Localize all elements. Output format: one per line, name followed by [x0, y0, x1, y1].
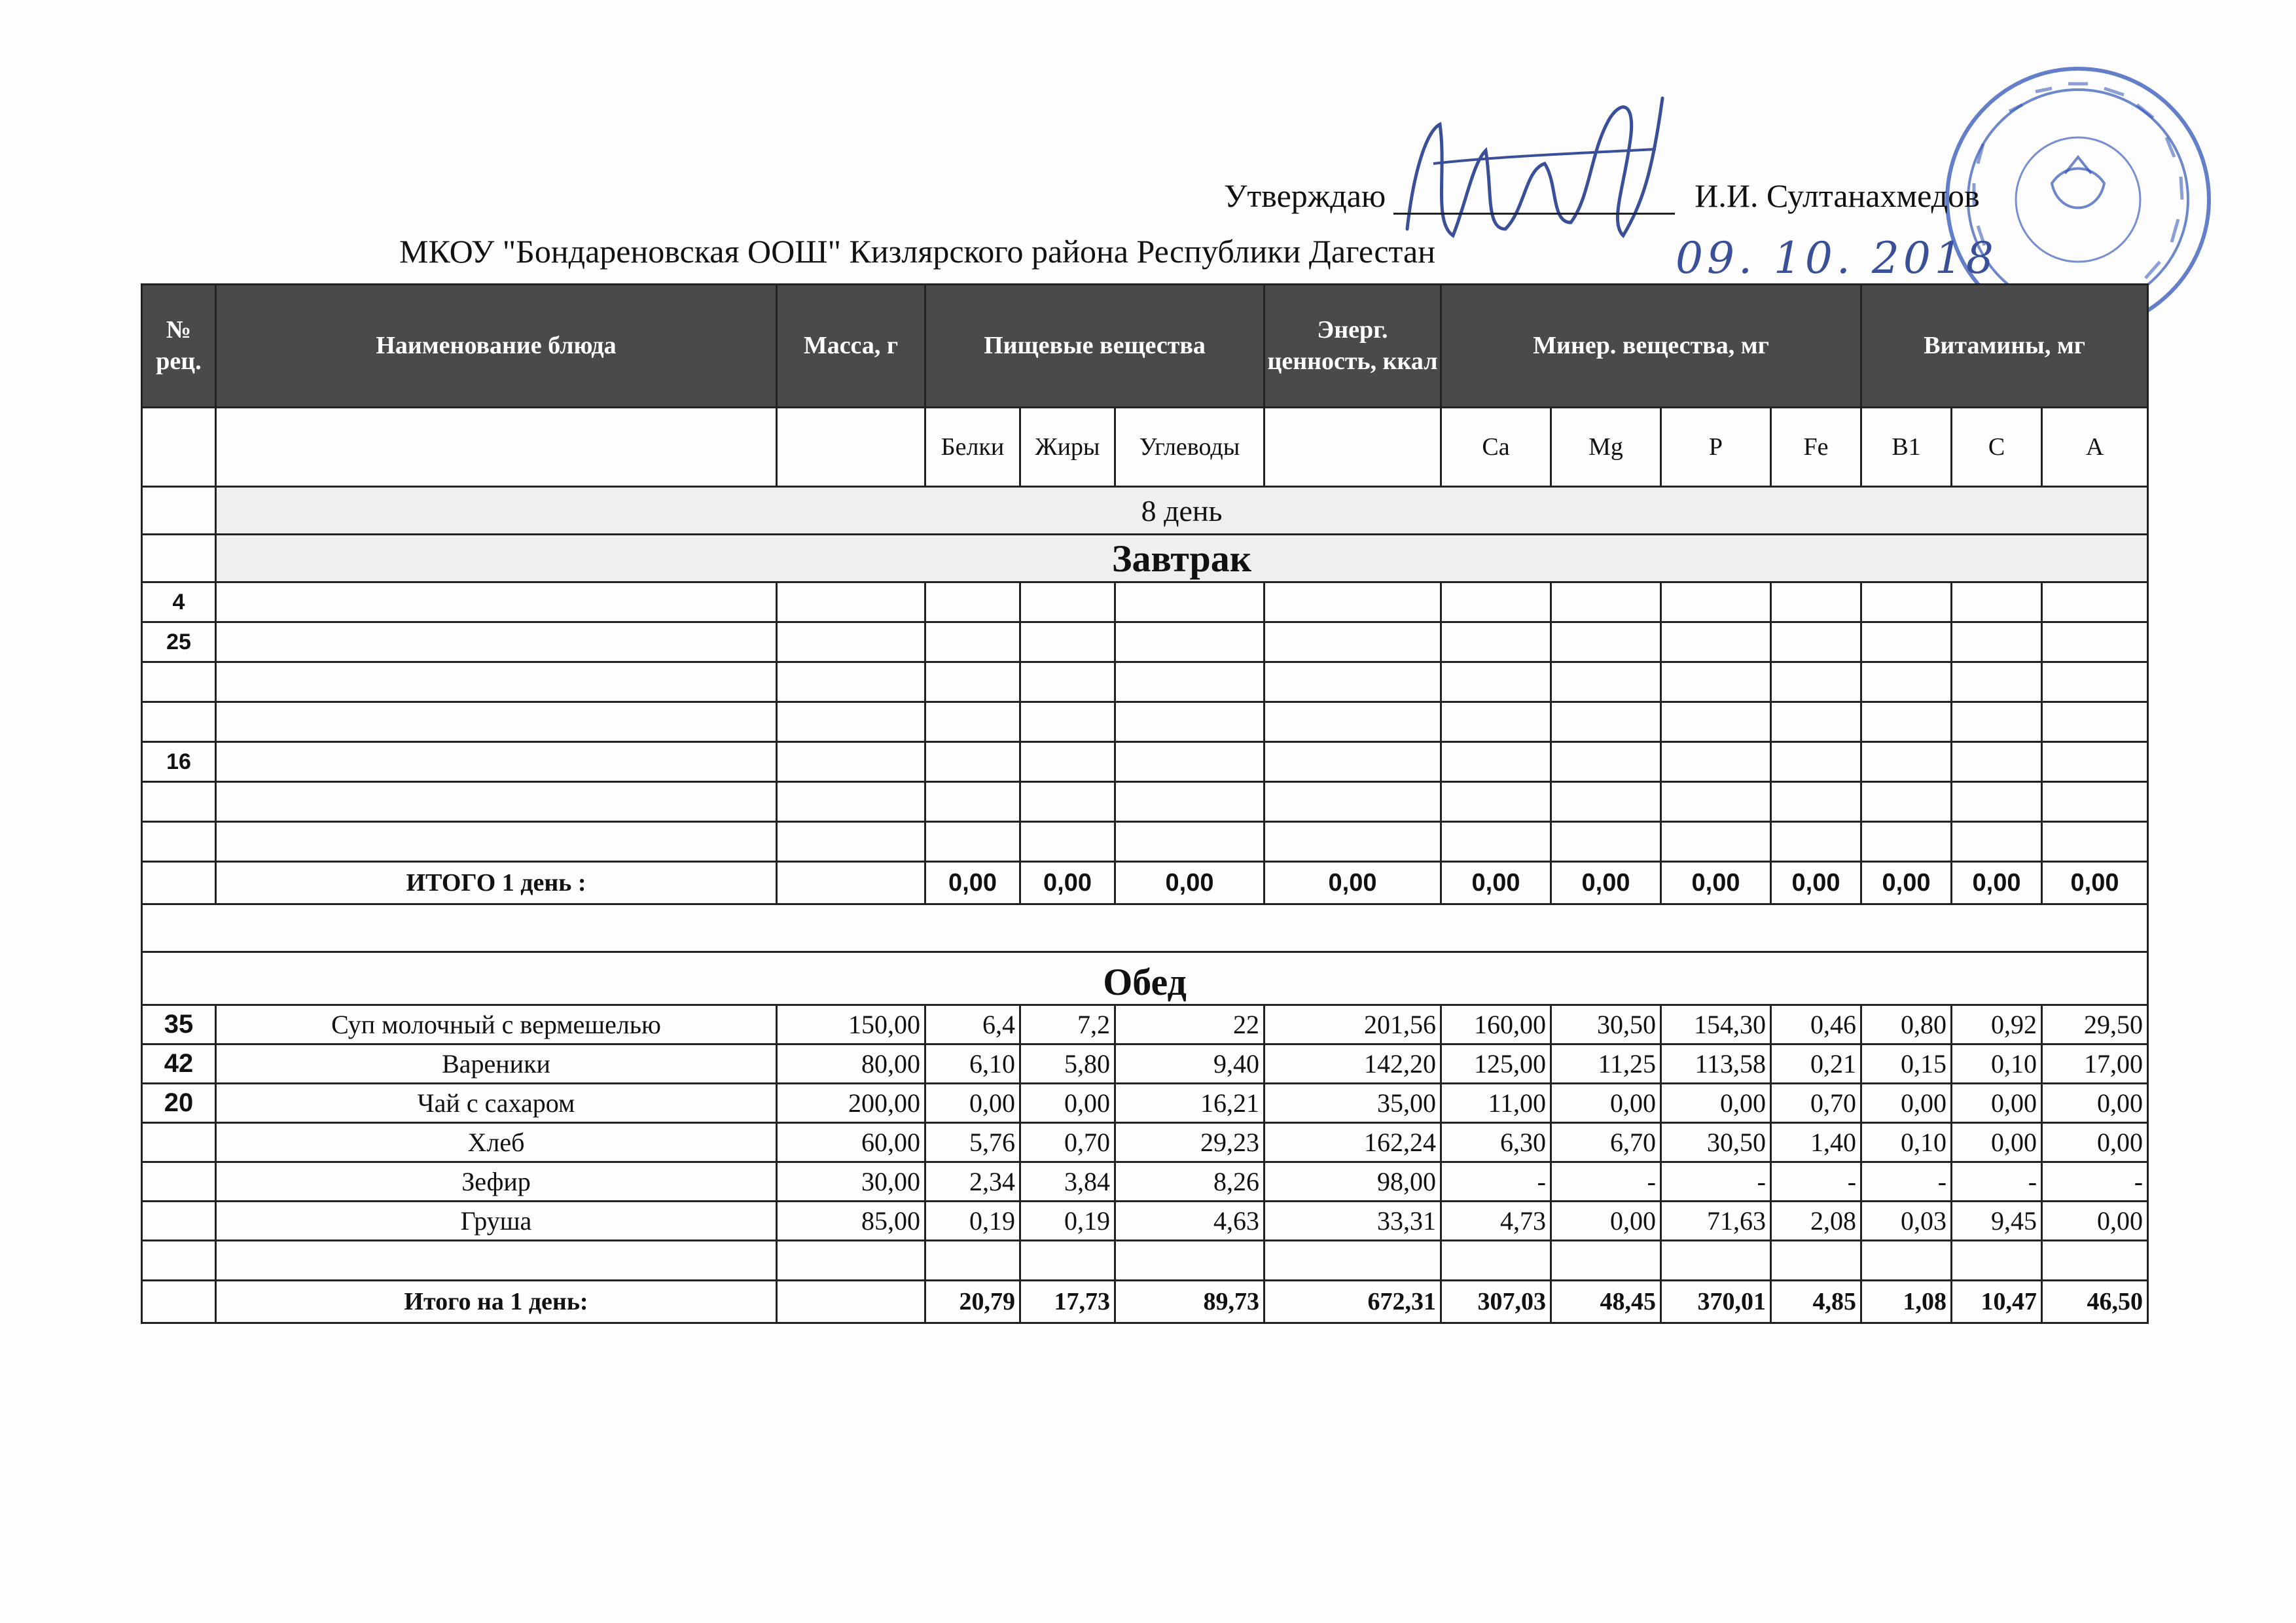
empty-cell	[1115, 742, 1265, 782]
empty-cell	[925, 702, 1020, 742]
empty-cell	[1020, 822, 1115, 862]
lunch-cell-carbs: 4,63	[1115, 1202, 1265, 1241]
breakfast-row-item	[142, 582, 2148, 622]
subheader-b1: B1	[1861, 408, 1952, 487]
lunch-cell-ca: 4,73	[1441, 1202, 1551, 1241]
lunch-cell-energy: 33,31	[1265, 1202, 1441, 1241]
empty-cell	[1020, 622, 1115, 662]
breakfast-row-item	[142, 622, 2148, 662]
lunch-total-fe: 4,85	[1771, 1281, 1861, 1323]
breakfast-rows	[142, 582, 2148, 862]
lunch-cell-name: Зефир	[216, 1162, 777, 1202]
empty-cell	[925, 822, 1020, 862]
lunch-cell-b1: 0,15	[1861, 1044, 1952, 1084]
lunch-row-item	[142, 1162, 2148, 1202]
empty-cell	[1771, 742, 1861, 782]
empty-cell	[1265, 742, 1441, 782]
lunch-cell-mass: 80,00	[777, 1044, 925, 1084]
empty-cell	[1661, 782, 1771, 822]
breakfast-total-value: 0,00	[1115, 862, 1265, 904]
lunch-cell-c: 9,45	[1952, 1202, 2042, 1241]
breakfast-row-left	[142, 535, 216, 582]
empty-cell	[777, 822, 925, 862]
lunch-cell-energy: 98,00	[1265, 1162, 1441, 1202]
lunch-total-c: 10,47	[1952, 1281, 2042, 1323]
subheader-fat: Жиры	[1020, 408, 1115, 487]
lunch-cell-c: 0,00	[1952, 1084, 2042, 1123]
breakfast-total-row	[142, 862, 2148, 904]
organization-title: МКОУ "Бондареновская ООШ" Кизлярского района Республики Дагестан	[399, 233, 1435, 270]
breakfast-total-value: 0,00	[1441, 862, 1551, 904]
empty-cell	[1441, 622, 1551, 662]
signature	[1394, 72, 1669, 268]
subheader-cell	[777, 408, 925, 487]
lunch-cell-p: 154,30	[1661, 1005, 1771, 1044]
lunch-row	[142, 952, 2148, 1005]
lunch-cell-mg: 0,00	[1551, 1202, 1661, 1241]
empty-cell	[216, 582, 777, 622]
lunch-cell-fat: 7,2	[1020, 1005, 1115, 1044]
lunch-cell-p: 113,58	[1661, 1044, 1771, 1084]
lunch-cell-p: 0,00	[1661, 1084, 1771, 1123]
empty-cell	[216, 662, 777, 702]
lunch-cell-mass: 60,00	[777, 1123, 925, 1162]
header-mass: Масса, г	[777, 285, 925, 408]
empty-cell	[1551, 622, 1661, 662]
lunch-cell-fat: 3,84	[1020, 1162, 1115, 1202]
empty-cell	[1861, 782, 1952, 822]
subheader-carbs: Углеводы	[1115, 408, 1265, 487]
empty-cell	[1771, 1241, 1861, 1281]
breakfast-total-value: 0,00	[2042, 862, 2148, 904]
lunch-cell-p: 30,50	[1661, 1123, 1771, 1162]
lunch-row-item	[142, 1005, 2148, 1044]
empty-cell	[1020, 782, 1115, 822]
rec-number	[142, 782, 216, 822]
lunch-cell-fat: 0,00	[1020, 1084, 1115, 1123]
lunch-cell-mg: 30,50	[1551, 1005, 1661, 1044]
header-energy: Энерг. ценность, ккал	[1265, 285, 1441, 408]
empty-cell	[777, 582, 925, 622]
empty-cell	[216, 702, 777, 742]
rec-number: 4	[142, 582, 216, 622]
breakfast-total-value: 0,00	[1661, 862, 1771, 904]
empty-cell	[1771, 582, 1861, 622]
header-row	[142, 285, 2148, 408]
empty-cell	[1020, 742, 1115, 782]
empty-cell	[1441, 822, 1551, 862]
empty-cell	[1952, 742, 2042, 782]
lunch-cell-fat: 0,70	[1020, 1123, 1115, 1162]
empty-cell	[1661, 742, 1771, 782]
empty-cell	[1441, 742, 1551, 782]
lunch-cell-rec: 42	[142, 1044, 216, 1084]
header-nutrients: Пищевые вещества	[925, 285, 1265, 408]
total-mass-cell	[777, 1281, 925, 1323]
empty-cell	[1771, 702, 1861, 742]
empty-cell	[1861, 622, 1952, 662]
empty-cell	[1771, 662, 1861, 702]
empty-cell	[1952, 1241, 2042, 1281]
empty-cell	[925, 582, 1020, 622]
empty-cell	[1441, 1241, 1551, 1281]
lunch-total-a: 46,50	[2042, 1281, 2148, 1323]
empty-cell	[777, 1241, 925, 1281]
lunch-cell-carbs: 22	[1115, 1005, 1265, 1044]
empty-cell	[1661, 702, 1771, 742]
empty-cell	[216, 742, 777, 782]
empty-cell	[1551, 662, 1661, 702]
lunch-cell-ca: 160,00	[1441, 1005, 1551, 1044]
empty-cell	[1551, 582, 1661, 622]
rec-number	[142, 702, 216, 742]
lunch-row-item	[142, 1084, 2148, 1123]
lunch-cell-fe: 0,46	[1771, 1005, 1861, 1044]
empty-cell	[1861, 582, 1952, 622]
lunch-cell-protein: 5,76	[925, 1123, 1020, 1162]
breakfast-total-label: ИТОГО 1 день :	[216, 862, 777, 904]
rec-number: 25	[142, 622, 216, 662]
empty-cell	[777, 662, 925, 702]
subheader-a: A	[2042, 408, 2148, 487]
total-mass-cell	[777, 862, 925, 904]
lunch-cell-rec: 20	[142, 1084, 216, 1123]
lunch-cell-carbs: 8,26	[1115, 1162, 1265, 1202]
lunch-row-item	[142, 1202, 2148, 1241]
lunch-cell-energy: 162,24	[1265, 1123, 1441, 1162]
subheader-mg: Mg	[1551, 408, 1661, 487]
lunch-cell-carbs: 16,21	[1115, 1084, 1265, 1123]
lunch-cell-ca: 125,00	[1441, 1044, 1551, 1084]
empty-cell	[1115, 622, 1265, 662]
lunch-cell-c: -	[1952, 1162, 2042, 1202]
empty-cell	[1952, 662, 2042, 702]
lunch-cell-name: Груша	[216, 1202, 777, 1241]
lunch-cell-b1: 0,10	[1861, 1123, 1952, 1162]
lunch-cell-b1: 0,03	[1861, 1202, 1952, 1241]
lunch-cell-fe: -	[1771, 1162, 1861, 1202]
empty-cell	[2042, 1241, 2148, 1281]
lunch-cell-protein: 0,00	[925, 1084, 1020, 1123]
rec-number: 16	[142, 742, 216, 782]
lunch-cell-c: 0,00	[1952, 1123, 2042, 1162]
lunch-cell-energy: 35,00	[1265, 1084, 1441, 1123]
empty-cell	[1265, 1241, 1441, 1281]
lunch-total-row	[142, 1281, 2148, 1323]
lunch-cell-fat: 5,80	[1020, 1044, 1115, 1084]
empty-cell	[1441, 662, 1551, 702]
lunch-cell-mg: 11,25	[1551, 1044, 1661, 1084]
lunch-title: Обед	[142, 952, 2148, 1005]
empty-cell	[2042, 822, 2148, 862]
empty-cell	[925, 662, 1020, 702]
signature-underline	[1393, 180, 1675, 215]
rec-number	[142, 822, 216, 862]
lunch-cell-name: Суп молочный с вермешелью	[216, 1005, 777, 1044]
empty-cell	[1020, 1241, 1115, 1281]
lunch-cell-ca: 6,30	[1441, 1123, 1551, 1162]
lunch-cell-mass: 30,00	[777, 1162, 925, 1202]
lunch-cell-b1: 0,80	[1861, 1005, 1952, 1044]
empty-cell	[1441, 702, 1551, 742]
subheader-c: C	[1952, 408, 2042, 487]
empty-cell	[1265, 782, 1441, 822]
empty-cell	[1265, 822, 1441, 862]
empty-cell	[777, 782, 925, 822]
day-row-left	[142, 487, 216, 535]
approver-name: И.И. Султанахмедов	[1695, 177, 1980, 214]
lunch-cell-ca: 11,00	[1441, 1084, 1551, 1123]
breakfast-row-item	[142, 662, 2148, 702]
empty-cell	[2042, 662, 2148, 702]
lunch-cell-fe: 0,70	[1771, 1084, 1861, 1123]
empty-cell	[1551, 1241, 1661, 1281]
empty-cell	[1661, 582, 1771, 622]
subheader-cell	[142, 408, 216, 487]
empty-cell	[1551, 782, 1661, 822]
lunch-cell-mg: 0,00	[1551, 1084, 1661, 1123]
empty-cell	[1020, 582, 1115, 622]
lunch-total-label: Итого на 1 день:	[216, 1281, 777, 1323]
empty-cell	[925, 622, 1020, 662]
empty-cell	[1952, 582, 2042, 622]
lunch-cell-name: Чай с сахаром	[216, 1084, 777, 1123]
lunch-cell-mass: 200,00	[777, 1084, 925, 1123]
day-row	[142, 487, 2148, 535]
lunch-cell-fat: 0,19	[1020, 1202, 1115, 1241]
lunch-cell-mg: 6,70	[1551, 1123, 1661, 1162]
lunch-row-item	[142, 1123, 2148, 1162]
empty-cell	[2042, 702, 2148, 742]
empty-cell	[925, 742, 1020, 782]
empty-cell	[1952, 782, 2042, 822]
lunch-cell-a: -	[2042, 1162, 2148, 1202]
breakfast-row-item	[142, 822, 2148, 862]
handwritten-date: 09. 10. 2018	[1676, 233, 1998, 283]
empty-cell	[1551, 822, 1661, 862]
breakfast-total-value: 0,00	[925, 862, 1020, 904]
lunch-cell-fe: 2,08	[1771, 1202, 1861, 1241]
lunch-cell-c: 0,10	[1952, 1044, 2042, 1084]
spacer-cell	[142, 904, 2148, 952]
lunch-row-item	[142, 1044, 2148, 1084]
lunch-cell-c: 0,92	[1952, 1005, 2042, 1044]
lunch-cell-energy: 201,56	[1265, 1005, 1441, 1044]
breakfast-total-value: 0,00	[1952, 862, 2042, 904]
empty-cell	[925, 1241, 1020, 1281]
empty-cell	[1115, 702, 1265, 742]
lunch-cell-b1: 0,00	[1861, 1084, 1952, 1123]
empty-cell	[1771, 822, 1861, 862]
rec-number	[142, 662, 216, 702]
empty-cell	[1551, 702, 1661, 742]
empty-cell	[1861, 742, 1952, 782]
lunch-cell-name: Хлеб	[216, 1123, 777, 1162]
breakfast-row-item	[142, 702, 2148, 742]
lunch-total-ca: 307,03	[1441, 1281, 1551, 1323]
breakfast-total-value: 0,00	[1020, 862, 1115, 904]
empty-cell	[216, 782, 777, 822]
lunch-cell-protein: 0,19	[925, 1202, 1020, 1241]
empty-cell	[1441, 582, 1551, 622]
empty-cell	[1661, 622, 1771, 662]
empty-cell	[1441, 782, 1551, 822]
lunch-total-mg: 48,45	[1551, 1281, 1661, 1323]
lunch-cell-energy: 142,20	[1265, 1044, 1441, 1084]
empty-cell	[1020, 662, 1115, 702]
lunch-cell-carbs: 29,23	[1115, 1123, 1265, 1162]
header-dish-name: Наименование блюда	[216, 285, 777, 408]
empty-cell	[1265, 702, 1441, 742]
empty-cell	[1861, 702, 1952, 742]
empty-cell	[1661, 1241, 1771, 1281]
empty-cell	[2042, 782, 2148, 822]
empty-cell	[1861, 822, 1952, 862]
lunch-cell-carbs: 9,40	[1115, 1044, 1265, 1084]
spacer-row	[142, 904, 2148, 952]
empty-cell	[1115, 1241, 1265, 1281]
approval-line	[1224, 177, 1980, 215]
lunch-cell-a: 29,50	[2042, 1005, 2148, 1044]
lunch-cell-protein: 2,34	[925, 1162, 1020, 1202]
lunch-cell-p: 71,63	[1661, 1202, 1771, 1241]
empty-cell	[2042, 582, 2148, 622]
empty-cell	[1952, 702, 2042, 742]
lunch-total-energy: 672,31	[1265, 1281, 1441, 1323]
lunch-cell-rec	[142, 1123, 216, 1162]
header-minerals: Минер. вещества, мг	[1441, 285, 1861, 408]
lunch-cell-a: 0,00	[2042, 1202, 2148, 1241]
empty-cell	[1661, 822, 1771, 862]
lunch-rows	[142, 1005, 2148, 1241]
lunch-cell-name: Вареники	[216, 1044, 777, 1084]
lunch-cell-fe: 0,21	[1771, 1044, 1861, 1084]
empty-cell	[925, 782, 1020, 822]
empty-cell	[1952, 622, 2042, 662]
header-vitamins: Витамины, мг	[1861, 285, 2148, 408]
empty-cell	[2042, 742, 2148, 782]
breakfast-row-item	[142, 782, 2148, 822]
lunch-cell-rec	[142, 1162, 216, 1202]
header-rec-no: № рец.	[142, 285, 216, 408]
lunch-cell-mass: 150,00	[777, 1005, 925, 1044]
lunch-cell-a: 0,00	[2042, 1123, 2148, 1162]
subheader-ca: Ca	[1441, 408, 1551, 487]
lunch-cell-b1: -	[1861, 1162, 1952, 1202]
empty-cell	[1551, 742, 1661, 782]
empty-cell	[1115, 782, 1265, 822]
lunch-total-fat: 17,73	[1020, 1281, 1115, 1323]
breakfast-total-value: 0,00	[1265, 862, 1441, 904]
empty-cell	[1661, 662, 1771, 702]
lunch-cell-a: 17,00	[2042, 1044, 2148, 1084]
empty-cell	[777, 742, 925, 782]
empty-cell	[1115, 582, 1265, 622]
empty-cell	[1265, 662, 1441, 702]
lunch-total-carbs: 89,73	[1115, 1281, 1265, 1323]
breakfast-total-value: 0,00	[1861, 862, 1952, 904]
empty-row	[142, 1241, 2148, 1281]
subheader-p: P	[1661, 408, 1771, 487]
subheader-protein: Белки	[925, 408, 1020, 487]
approve-label: Утверждаю	[1224, 177, 1386, 214]
empty-cell	[1861, 1241, 1952, 1281]
empty-cell	[216, 822, 777, 862]
lunch-cell-rec	[142, 1202, 216, 1241]
empty-cell	[216, 1241, 777, 1281]
empty-cell	[1771, 782, 1861, 822]
lunch-total-p: 370,01	[1661, 1281, 1771, 1323]
lunch-cell-mg: -	[1551, 1162, 1661, 1202]
empty-cell	[1265, 582, 1441, 622]
lunch-total-b1: 1,08	[1861, 1281, 1952, 1323]
empty-cell	[1020, 702, 1115, 742]
breakfast-total-value: 0,00	[1771, 862, 1861, 904]
empty-cell	[777, 622, 925, 662]
subheader-cell	[1265, 408, 1441, 487]
subheader-row	[142, 408, 2148, 487]
empty-cell	[1265, 622, 1441, 662]
lunch-cell-protein: 6,10	[925, 1044, 1020, 1084]
empty-cell	[2042, 622, 2148, 662]
lunch-cell-protein: 6,4	[925, 1005, 1020, 1044]
breakfast-title: Завтрак	[216, 535, 2148, 582]
lunch-cell-fe: 1,40	[1771, 1123, 1861, 1162]
total-rec-cell	[142, 1281, 216, 1323]
lunch-cell-a: 0,00	[2042, 1084, 2148, 1123]
breakfast-row-item	[142, 742, 2148, 782]
empty-cell	[1861, 662, 1952, 702]
subheader-fe: Fe	[1771, 408, 1861, 487]
empty-cell	[1115, 822, 1265, 862]
lunch-cell-ca: -	[1441, 1162, 1551, 1202]
empty-cell	[1952, 822, 2042, 862]
empty-cell	[1115, 662, 1265, 702]
day-label: 8 день	[216, 487, 2148, 535]
empty-cell	[142, 1241, 216, 1281]
empty-cell	[216, 622, 777, 662]
breakfast-row	[142, 535, 2148, 582]
lunch-cell-p: -	[1661, 1162, 1771, 1202]
menu-table	[141, 283, 2149, 1324]
lunch-cell-rec: 35	[142, 1005, 216, 1044]
subheader-cell	[216, 408, 777, 487]
lunch-total-protein: 20,79	[925, 1281, 1020, 1323]
total-rec-cell	[142, 862, 216, 904]
empty-cell	[777, 702, 925, 742]
empty-cell	[1771, 622, 1861, 662]
breakfast-total-value: 0,00	[1551, 862, 1661, 904]
lunch-cell-mass: 85,00	[777, 1202, 925, 1241]
